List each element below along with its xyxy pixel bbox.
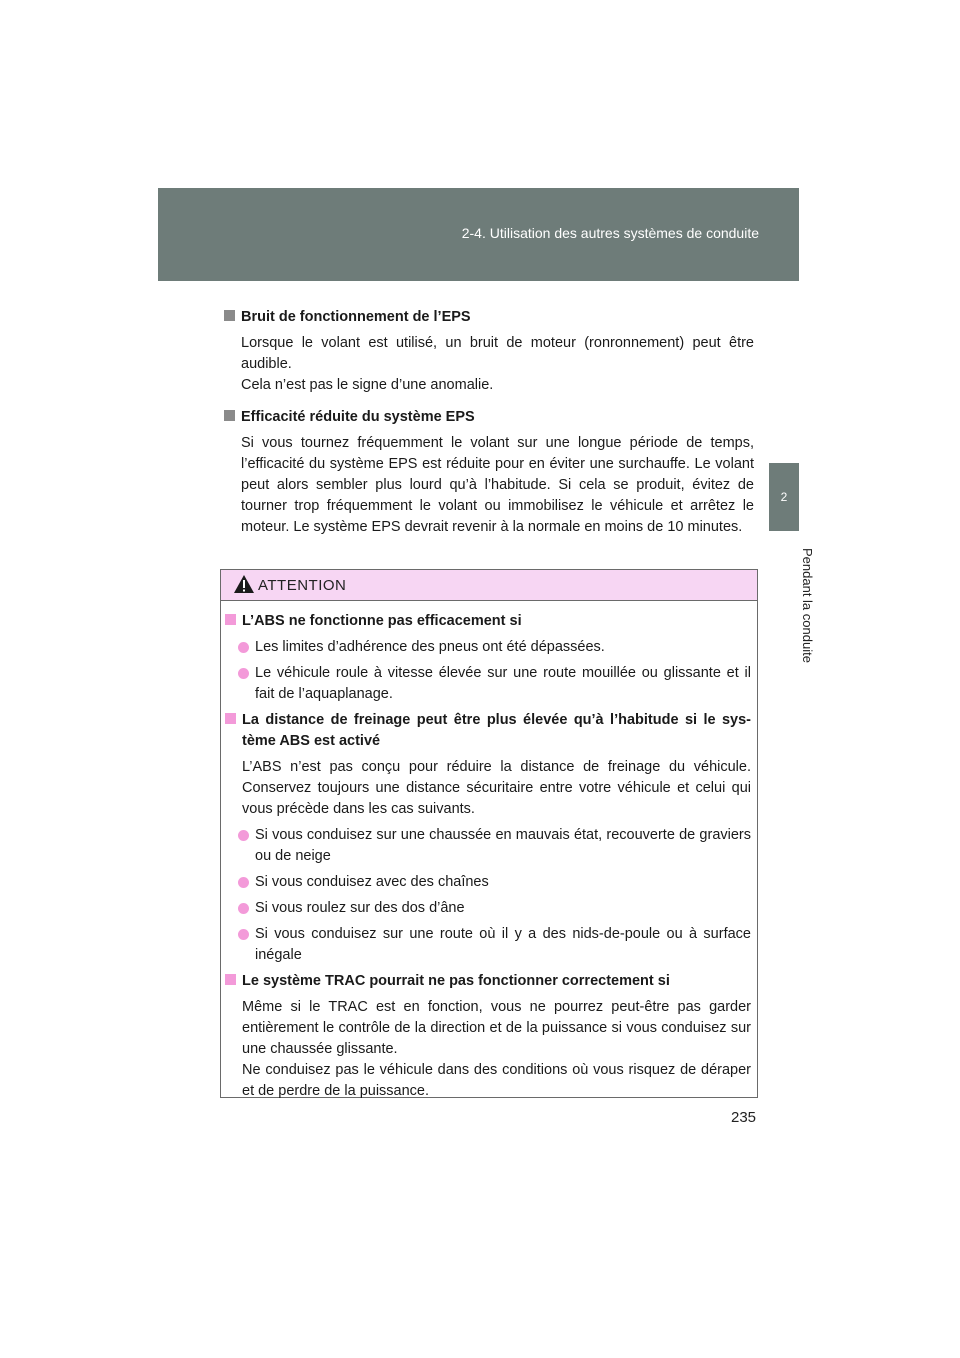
- square-bullet-icon: [225, 713, 236, 724]
- block-heading: L’ABS ne fonctionne pas efficacement si: [242, 613, 522, 629]
- list-item: Si vous roulez sur des dos d’âne: [225, 898, 751, 919]
- chapter-tab[interactable]: [769, 463, 799, 531]
- list-item: Les limites d’adhérence des pneus ont été dépassées.: [225, 637, 751, 658]
- square-bullet-icon: [224, 310, 235, 321]
- chapter-number: 2: [780, 490, 788, 504]
- page-header: [158, 188, 799, 281]
- section-eps-noise: [224, 307, 754, 396]
- circle-bullet-icon: [238, 668, 249, 679]
- circle-bullet-icon: [238, 642, 249, 653]
- section-heading: Bruit de fonctionnement de l’EPS: [241, 309, 471, 325]
- square-bullet-icon: [225, 614, 236, 625]
- section-title: 2-4. Utilisation des autres systèmes de conduite: [461, 225, 759, 241]
- section-eps-reduced: [224, 407, 754, 538]
- attention-box: [220, 569, 758, 1098]
- square-bullet-icon: [225, 974, 236, 985]
- attention-body: [221, 601, 757, 1102]
- list-item: Le véhicule roule à vitesse élevée sur une route mouillée ou glissante et il fait de l’aquaplanage.: [225, 663, 751, 705]
- paragraph: Ne conduisez pas le véhicule dans des conditions où vous risquez de déraper et de perdre de la puissance.: [242, 1062, 751, 1099]
- square-bullet-icon: [224, 410, 235, 421]
- chapter-label: Pendant la conduite: [800, 548, 815, 663]
- attention-block-trac: [225, 971, 751, 1102]
- attention-block-abs: [225, 611, 751, 705]
- list-item: Si vous conduisez sur une chaussée en mauvais état, recouverte de graviers ou de neige: [225, 825, 751, 867]
- list-item: Si vous conduisez sur une route où il y a des nids-de-poule ou à surface inégale: [225, 924, 751, 966]
- circle-bullet-icon: [238, 903, 249, 914]
- block-heading: Le système TRAC pourrait ne pas fonctionner correctement si: [242, 973, 670, 989]
- circle-bullet-icon: [238, 830, 249, 841]
- paragraph: Même si le TRAC est en fonction, vous ne pourrez peut-être pas garder entièrement le contrôle de la direction et de la puissance si vous conduisez sur une chaussée glissante.: [242, 999, 751, 1057]
- attention-header: [221, 570, 757, 601]
- main-content: [224, 307, 754, 543]
- paragraph: L’ABS n’est pas conçu pour réduire la distance de freinage du véhicule. Conservez toujours une distance sécuritaire entre votre véhicule et celui qui vous précède dans les cas suivants.: [242, 759, 751, 817]
- list-item: Si vous conduisez avec des chaînes: [225, 872, 751, 893]
- warning-triangle-icon: [233, 574, 255, 594]
- paragraph: Si vous tournez fréquemment le volant sur une longue période de temps, l’efficacité du système EPS est réduite pour en éviter une surchauffe. Le volant peut alors sembler plus lourd qu’à l’habitude. Si cela se produit, évitez de tourner trop fréquemment le volant ou immobilisez le véhicule et arrêtez le moteur. Le système EPS devrait revenir à la normale en moins de 10 minutes.: [241, 435, 754, 535]
- circle-bullet-icon: [238, 929, 249, 940]
- block-heading: La distance de freinage peut être plus élevée qu’à l’habitude si le sys-tème ABS est activé: [242, 712, 751, 749]
- attention-title: ATTENTION: [258, 577, 347, 594]
- paragraph: Cela n’est pas le signe d’une anomalie.: [241, 377, 494, 393]
- attention-block-braking: [225, 710, 751, 966]
- section-heading: Efficacité réduite du système EPS: [241, 409, 475, 425]
- paragraph: Lorsque le volant est utilisé, un bruit de moteur (ronronnement) peut être audible.: [241, 335, 754, 372]
- page-number: 235: [731, 1109, 757, 1126]
- circle-bullet-icon: [238, 877, 249, 888]
